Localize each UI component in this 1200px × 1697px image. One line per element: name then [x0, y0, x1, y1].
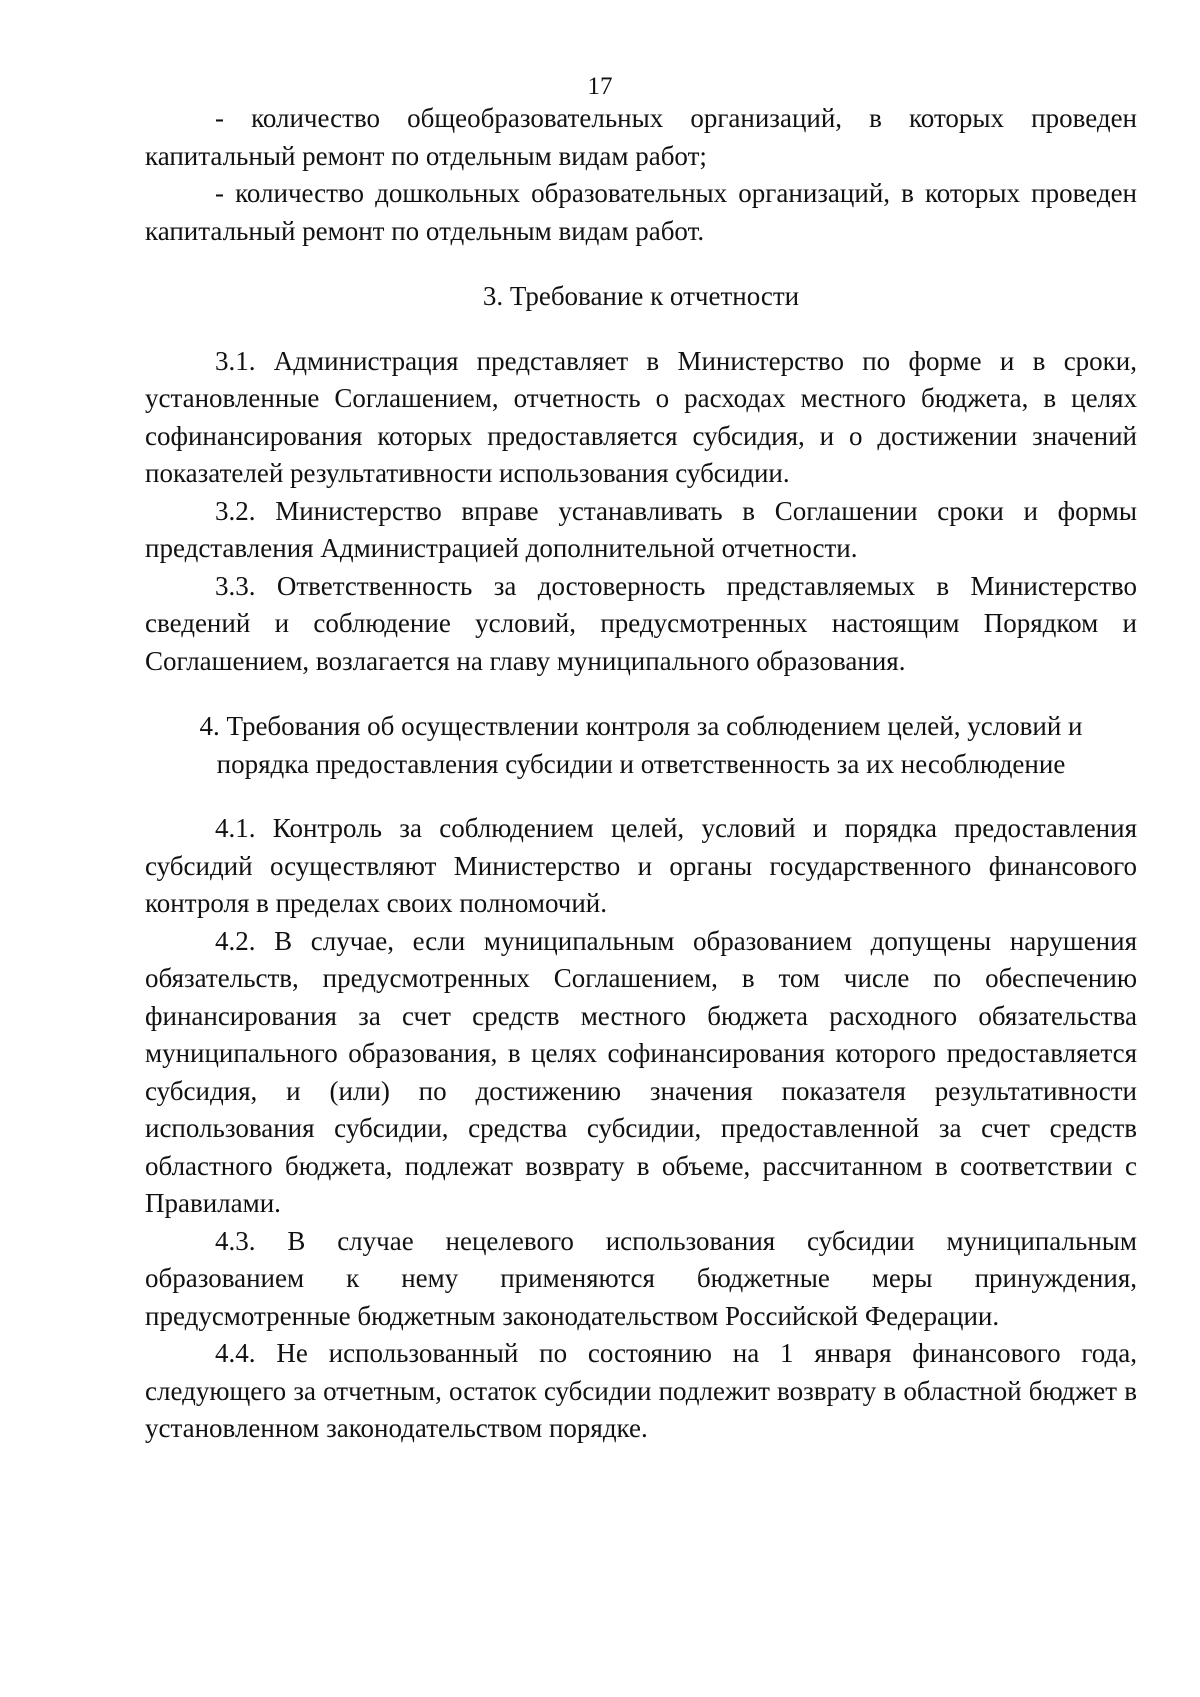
list-item: - количество дошкольных образовательных организаций, в которых проведен капитальный ремонт по отдельным видам работ. [145, 178, 1137, 246]
document-body [145, 100, 1137, 1448]
section-4-title-line-2: порядка предоставления субсидии и ответственность за их несоблюдение [216, 748, 1066, 779]
spacer [145, 250, 1137, 278]
section-3-title: 3. Требование к отчетности [482, 281, 800, 311]
spacer [145, 316, 1137, 343]
paragraph-4-3: 4.3. В случае нецелевого использования субсидии муниципальным образованием к нему применяются бюджетные меры принуждения, предусмотренные бюджетным законодательством Российской Федерации. [145, 1225, 1137, 1331]
paragraph-4-2: 4.2. В случае, если муниципальным образованием допущены нарушения обязательств, предусмотренных Соглашением, в том числе по обеспечению финансирования за счет средств местного бюджета расходного обязательства муниципального образования, в целях софинансирования которого предоставляется субсидия, и (или) по достижению значения показателя результативности использования субсидии, средства субсидии, предоставленной за счет средств областного бюджета, подлежат возврату в объеме, рассчитанном в соответствии с Правилами. [145, 925, 1137, 1218]
spacer [145, 783, 1137, 810]
list-item: - количество общеобразовательных организаций, в которых проведен капитальный ремонт по отдельным видам работ; [145, 103, 1137, 171]
paragraph-4-4: 4.4. Не использованный по состоянию на 1 января финансового года, следующего за отчетным, остаток субсидии подлежит возврату в областной бюджет в установленном законодательством порядке. [145, 1338, 1137, 1443]
section-4-title-line-1: 4. Требования об осуществлении контроля за соблюдением целей, условий и [199, 711, 1083, 741]
paragraph-3-1: 3.1. Администрация представляет в Министерство по форме и в сроки, установленные Соглашением, отчетность о расходах местного бюджета, в целях софинансирования которых предоставляется субсидия, и о достижении значений показателей результативности использования субсидии. [145, 345, 1137, 488]
paragraph-3-2: 3.2. Министерство вправе устанавливать в Соглашении сроки и формы представления Администрацией дополнительной отчетности. [145, 495, 1137, 563]
spacer [145, 680, 1137, 708]
paragraph-3-3: 3.3. Ответственность за достоверность представляемых в Министерство сведений и соблюдение условий, предусмотренных настоящим Порядком и Соглашением, возлагается на главу муниципального образования. [145, 570, 1137, 676]
page-number: 17 [587, 73, 613, 100]
paragraph-4-1: 4.1. Контроль за соблюдением целей, условий и порядка предоставления субсидий осуществляют Министерство и органы государственного финансового контроля в пределах своих полномочий. [145, 813, 1137, 918]
